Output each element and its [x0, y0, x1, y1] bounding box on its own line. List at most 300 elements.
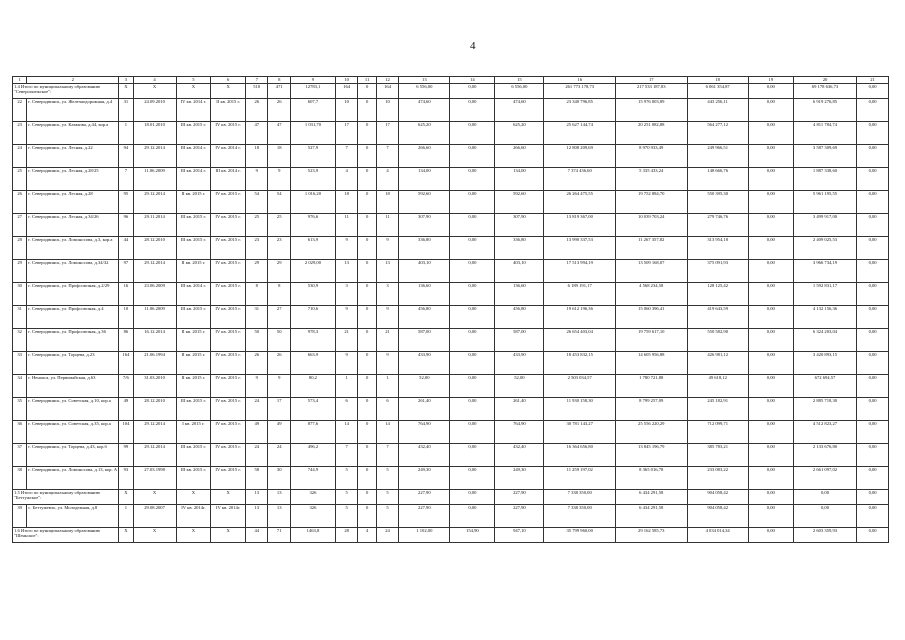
table-cell: 0,00 — [857, 214, 889, 237]
table-row — [13, 214, 889, 237]
table-cell: 6 — [376, 398, 398, 421]
table-cell: 20 251 082,88 — [615, 122, 687, 145]
table-cell: 530,9 — [290, 283, 335, 306]
table-cell: 0,00 — [748, 490, 793, 505]
table-cell: 50 — [268, 329, 290, 352]
table-cell: 1 102,00 — [399, 528, 450, 543]
table-cell: 433,90 — [495, 352, 544, 375]
table-cell: 2 503 034,57 — [544, 375, 616, 398]
table-cell: 13 — [246, 490, 268, 505]
table-cell: 0 — [358, 467, 376, 490]
table-cell: IV кв. 2015 г. — [211, 214, 246, 237]
table-cell: 6 556,00 — [495, 84, 544, 99]
table-cell: 0,00 — [857, 329, 889, 352]
table-cell: X — [176, 84, 211, 99]
table-cell: 25 — [13, 168, 27, 191]
table-cell: 15 060 396,41 — [615, 306, 687, 329]
table-cell: X — [176, 528, 211, 543]
column-number: 15 — [495, 77, 544, 84]
table-cell: 97 — [119, 260, 133, 283]
table-row — [13, 421, 889, 444]
table-cell: II кв. 2015 г. — [211, 99, 246, 122]
table-cell: 12783,1 — [290, 84, 335, 99]
table-cell: 6 556,00 — [399, 84, 450, 99]
table-cell: 0,00 — [857, 398, 889, 421]
table-cell: 164 — [119, 352, 133, 375]
column-number: 7 — [246, 77, 268, 84]
table-cell: 47 — [246, 122, 268, 145]
table-cell: 14 — [376, 421, 398, 444]
table-cell: 0,00 — [450, 490, 495, 505]
table-cell: 0 — [358, 191, 376, 214]
table-cell: 71 — [268, 528, 290, 543]
table-cell: 25 556 220,29 — [615, 421, 687, 444]
address-cell: г. Северодвинск, ул. Советская, д.10, кор.а — [27, 398, 119, 421]
table-cell: 6 189 191,17 — [544, 283, 616, 306]
table-cell: 227,90 — [399, 505, 450, 528]
table-cell: IV кв. 2015 г. — [211, 260, 246, 283]
table-cell: 29 — [13, 260, 27, 283]
table-cell: 29.12.2014 — [133, 191, 176, 214]
table-cell: 1 887 338,60 — [793, 168, 856, 191]
table-cell: 31 — [13, 306, 27, 329]
table-cell: 29 — [268, 260, 290, 283]
address-cell: г. Северодвинск, ул. Лесная, д.28 — [27, 191, 119, 214]
table-cell: 22 — [13, 99, 27, 122]
table-cell: 443 256,11 — [687, 99, 748, 122]
subtotal-label: 1.6 Итого по муниципальному образованию "Шеньское": — [13, 528, 119, 543]
table-cell: 8 365 016,78 — [615, 467, 687, 490]
table-cell: 5 961 195,55 — [793, 191, 856, 214]
column-number: 14 — [450, 77, 495, 84]
column-number: 9 — [290, 77, 335, 84]
table-cell: 5 — [335, 467, 357, 490]
table-cell: X — [119, 490, 133, 505]
table-cell: 11 — [376, 214, 398, 237]
table-cell: 32 — [13, 329, 27, 352]
table-cell: IV кв. 2014г. — [211, 505, 246, 528]
table-cell: 474,60 — [399, 99, 450, 122]
table-cell: 11 930 158,30 — [544, 398, 616, 421]
table-cell: IV кв. 2014 г. — [176, 99, 211, 122]
table-cell: III кв. 2015 г. — [176, 237, 211, 260]
table-cell: 19 612 196,36 — [544, 306, 616, 329]
table-cell: 245 182,91 — [687, 398, 748, 421]
table-cell: 37 — [13, 444, 27, 467]
table-cell: 18 — [246, 145, 268, 168]
table-cell: 164 — [376, 84, 398, 99]
column-number: 18 — [687, 77, 748, 84]
table-cell: 31 — [246, 306, 268, 329]
table-cell: 307,90 — [399, 214, 450, 237]
column-number: 13 — [399, 77, 450, 84]
table-cell: 9 — [335, 306, 357, 329]
table-cell: 279 746,76 — [687, 214, 748, 237]
table-row — [13, 375, 889, 398]
table-cell: 0,00 — [450, 444, 495, 467]
table-cell: IV кв. 2015 г. — [211, 421, 246, 444]
table-cell: 0 — [358, 444, 376, 467]
table-row — [13, 329, 889, 352]
table-cell: 0,00 — [793, 505, 856, 528]
subtotal-row — [13, 528, 889, 543]
table-cell: 904 058,42 — [687, 505, 748, 528]
table-cell: 26 — [268, 352, 290, 375]
table-cell: 3 — [335, 283, 357, 306]
table-cell: X — [133, 528, 176, 543]
table-cell: 86 — [119, 329, 133, 352]
table-cell: 1 031,70 — [290, 122, 335, 145]
table-cell: 326 — [290, 490, 335, 505]
table-cell: 587,00 — [399, 329, 450, 352]
subtotal-row — [13, 84, 889, 99]
subtotal-label: 1.5 Итого по муниципальному образованию "Беттужское": — [13, 490, 119, 505]
table-cell: 11.06.2009 — [133, 168, 176, 191]
table-cell: 154,90 — [450, 528, 495, 543]
table-cell: 510 — [246, 84, 268, 99]
table-cell: 261,40 — [399, 398, 450, 421]
table-cell: 0,00 — [450, 329, 495, 352]
table-cell: 8 — [268, 283, 290, 306]
column-number: 12 — [376, 77, 398, 84]
column-number: 17 — [615, 77, 687, 84]
address-cell: г. Северодвинск, ул. Казакова, д.44, кор.а — [27, 122, 119, 145]
table-cell: 29.11.2014 — [133, 214, 176, 237]
table-cell: IV кв. 2015 г. — [211, 237, 246, 260]
table-cell: 11 — [335, 214, 357, 237]
table-cell: 164 — [335, 84, 357, 99]
table-cell: 80,2 — [290, 375, 335, 398]
table-cell: 17 — [268, 398, 290, 421]
table-cell: III кв. 2014 г. — [211, 168, 246, 191]
table-cell: 0,00 — [857, 99, 889, 122]
table-cell: 0,00 — [748, 214, 793, 237]
table-cell: 0,00 — [450, 99, 495, 122]
table-cell: 28 — [335, 528, 357, 543]
address-cell: г. Северодвинск, ул. Железнодорожная, д.4 — [27, 99, 119, 122]
table-cell: 0,00 — [450, 467, 495, 490]
table-cell: 44 — [246, 528, 268, 543]
table-cell: 527,9 — [290, 145, 335, 168]
table-cell: 0,00 — [450, 122, 495, 145]
table-cell: 30 781 143,27 — [544, 421, 616, 444]
table-cell: 7/6 — [119, 375, 133, 398]
table-cell: 5 — [335, 505, 357, 528]
table-cell: 0,00 — [857, 444, 889, 467]
column-number: 16 — [544, 77, 616, 84]
table-cell: 625,20 — [399, 122, 450, 145]
table-cell: 592,60 — [399, 191, 450, 214]
table-cell: 5 — [335, 490, 357, 505]
table-cell: 0 — [358, 145, 376, 168]
table-cell: 15 976 003,89 — [615, 99, 687, 122]
table-cell: 17 — [335, 122, 357, 145]
table-cell: 0 — [358, 283, 376, 306]
table-cell: 17 — [376, 122, 398, 145]
table-cell: 3 966 734,19 — [793, 260, 856, 283]
table-cell: 307,90 — [495, 214, 544, 237]
table-cell: 6 919 276,85 — [793, 99, 856, 122]
table-cell: 13 509 168,07 — [615, 260, 687, 283]
table-cell: 550 395,30 — [687, 191, 748, 214]
table-cell: 0 — [358, 237, 376, 260]
table-cell: 18 — [335, 191, 357, 214]
table-cell: 21 — [376, 329, 398, 352]
table-cell: 14 605 956,88 — [615, 352, 687, 375]
table-cell: 35 — [13, 398, 27, 421]
table-cell: 49 — [119, 398, 133, 421]
column-number: 1 — [13, 77, 27, 84]
table-cell: IV кв. 2015 г. — [211, 306, 246, 329]
table-cell: 419 643,59 — [687, 306, 748, 329]
table-cell: IV кв. 2015 г. — [211, 444, 246, 467]
table-cell: II кв. 2015 г. — [176, 329, 211, 352]
table-cell: 7 — [335, 145, 357, 168]
table-cell: 4 811 784,74 — [793, 122, 856, 145]
table-cell: 0,00 — [450, 260, 495, 283]
table-cell: 36 — [13, 421, 27, 444]
table-cell: 0,00 — [857, 168, 889, 191]
table-cell: 0,00 — [748, 168, 793, 191]
table-cell: 29 — [246, 260, 268, 283]
table-cell: 38 — [13, 467, 27, 490]
column-number: 11 — [358, 77, 376, 84]
table-cell: 31 — [119, 99, 133, 122]
table-cell: 69 178 636,73 — [793, 84, 856, 99]
table-cell: III кв. 2015 г. — [176, 398, 211, 421]
table-cell: 6 434 291,58 — [615, 490, 687, 505]
table-cell: 0,00 — [857, 352, 889, 375]
table-row — [13, 260, 889, 283]
table-cell: 0,00 — [748, 283, 793, 306]
column-number: 6 — [211, 77, 246, 84]
table-cell: 261 773 178,73 — [544, 84, 616, 99]
table-cell: 9 — [376, 306, 398, 329]
table-cell: 26 654 403,04 — [544, 329, 616, 352]
table-cell: 8 970 933,49 — [615, 145, 687, 168]
table-cell: 19 752 884,70 — [615, 191, 687, 214]
table-cell: 1 016,20 — [290, 191, 335, 214]
table-cell: 23 — [246, 237, 268, 260]
table-cell: 52,00 — [399, 375, 450, 398]
address-cell: г. Северодвинск, ул. Торцева, д.43, кор.б — [27, 444, 119, 467]
table-cell: 613,9 — [290, 237, 335, 260]
table-cell: 2 133 676,80 — [793, 444, 856, 467]
table-cell: 27 — [268, 306, 290, 329]
table-cell: 433,90 — [399, 352, 450, 375]
column-number: 10 — [335, 77, 357, 84]
table-cell: X — [176, 490, 211, 505]
table-cell: 31.03.2010 — [133, 375, 176, 398]
table-cell: 1463,8 — [290, 528, 335, 543]
table-cell: 0,00 — [450, 421, 495, 444]
table-cell: 336,80 — [495, 237, 544, 260]
table-cell: 0 — [358, 329, 376, 352]
table-cell: 2 885 718,30 — [793, 398, 856, 421]
table-cell: III кв. 2015 г. — [176, 306, 211, 329]
table-cell: 26 — [13, 191, 27, 214]
table-cell: 1 — [335, 375, 357, 398]
table-cell: 456,80 — [495, 306, 544, 329]
table-cell: 0 — [358, 168, 376, 191]
column-number: 8 — [268, 77, 290, 84]
address-cell: г. Северодвинск, ул. Лесная, д.28/25 — [27, 168, 119, 191]
table-cell: 18 — [268, 145, 290, 168]
table-cell: 0,00 — [748, 467, 793, 490]
table-cell: III кв. 2014 г. — [176, 283, 211, 306]
table-cell: 54 — [246, 191, 268, 214]
table-cell: 0,00 — [857, 283, 889, 306]
table-cell: 0,00 — [450, 145, 495, 168]
table-cell: 0,00 — [857, 375, 889, 398]
table-cell: 0,00 — [450, 283, 495, 306]
table-cell: 3 — [376, 283, 398, 306]
table-cell: 592,60 — [495, 191, 544, 214]
table-row — [13, 168, 889, 191]
table-cell: 23.06.2009 — [133, 283, 176, 306]
table-cell: 672 694,57 — [793, 375, 856, 398]
table-cell: 3 420 893,15 — [793, 352, 856, 375]
table-cell: X — [211, 528, 246, 543]
table-row — [13, 145, 889, 168]
table-row — [13, 99, 889, 122]
table-cell: 10 — [335, 99, 357, 122]
table-cell: 99 — [119, 444, 133, 467]
table-cell: 0,00 — [857, 528, 889, 543]
table-cell: 0,00 — [748, 122, 793, 145]
table-cell: 1 — [119, 505, 133, 528]
table-cell: 0,00 — [857, 467, 889, 490]
table-cell: 0,00 — [450, 168, 495, 191]
table-cell: 29.12.2014 — [133, 421, 176, 444]
table-cell: 266,60 — [495, 145, 544, 168]
table-cell: X — [119, 528, 133, 543]
table-cell: 0 — [358, 214, 376, 237]
table-cell: 11 267 357,82 — [615, 237, 687, 260]
table-cell: IV кв. 2015 г. — [211, 122, 246, 145]
table-cell: 523,9 — [290, 168, 335, 191]
table-cell: 496,2 — [290, 444, 335, 467]
table-cell: 13 819 367,00 — [544, 214, 616, 237]
table-cell: 712 099,71 — [687, 421, 748, 444]
table-cell: II кв. 2015 г. — [176, 191, 211, 214]
table-cell: 313 954,18 — [687, 237, 748, 260]
table-cell: 33 — [13, 352, 27, 375]
address-cell: с. Беттужевло, ул. Молодежная, д.8 — [27, 505, 119, 528]
table-cell: X — [133, 490, 176, 505]
table-cell: 13 — [335, 260, 357, 283]
table-cell: 24 — [268, 444, 290, 467]
table-cell: 663,9 — [290, 352, 335, 375]
table-cell: 0 — [358, 490, 376, 505]
table-cell: 426 981,12 — [687, 352, 748, 375]
register-table — [12, 76, 889, 543]
table-cell: 0,00 — [793, 490, 856, 505]
address-cell: г. Северодвинск, ул. Ломоносова, д.34/32 — [27, 260, 119, 283]
table-cell: 947,10 — [495, 528, 544, 543]
table-cell: 7 — [335, 444, 357, 467]
table-cell: 233 083,22 — [687, 467, 748, 490]
table-cell: IV кв. 2015 г. — [211, 375, 246, 398]
table-cell: 5 — [376, 490, 398, 505]
table-cell: IV кв. 2014 г. — [211, 145, 246, 168]
table-cell: 5 335 433,24 — [615, 168, 687, 191]
table-cell: 128 125,42 — [687, 283, 748, 306]
table-cell: 0,00 — [748, 84, 793, 99]
table-cell: IV кв. 2015 г. — [211, 283, 246, 306]
table-cell: 24 — [376, 528, 398, 543]
table-cell: 9 — [246, 375, 268, 398]
table-cell: 25 — [246, 214, 268, 237]
table-cell: 0,00 — [748, 191, 793, 214]
table-cell: 6 — [335, 398, 357, 421]
table-cell: 0,00 — [748, 329, 793, 352]
table-cell: 0,00 — [748, 352, 793, 375]
address-cell: г. Северодвинск, ул. Лесная, д.34/26 — [27, 214, 119, 237]
table-cell: 0 — [358, 306, 376, 329]
table-cell: 7 — [376, 444, 398, 467]
table-cell: 0 — [358, 352, 376, 375]
table-cell: 0,00 — [748, 528, 793, 543]
table-cell: 0 — [358, 398, 376, 421]
table-cell: 49 — [268, 421, 290, 444]
address-cell: г. Северодвинск, ул. Советская, д.35, кор.а — [27, 421, 119, 444]
table-cell: 0,00 — [857, 306, 889, 329]
table-cell: 9 — [335, 352, 357, 375]
table-cell: 0,00 — [450, 398, 495, 421]
table-cell: 978,3 — [290, 329, 335, 352]
table-cell: 28 — [13, 237, 27, 260]
table-cell: 0,00 — [748, 505, 793, 528]
table-cell: 7 374 436,60 — [544, 168, 616, 191]
table-cell: 96 — [119, 214, 133, 237]
table-cell: 10 — [119, 306, 133, 329]
table-cell: 9 — [335, 237, 357, 260]
table-cell: 6 061 354,87 — [687, 84, 748, 99]
table-cell: 1 592 831,17 — [793, 283, 856, 306]
table-cell: 0 — [358, 122, 376, 145]
table-cell: 471 — [268, 84, 290, 99]
table-cell: 29.12.2014 — [133, 260, 176, 283]
table-row — [13, 122, 889, 145]
table-cell: 227,90 — [495, 505, 544, 528]
table-cell: 26 — [246, 352, 268, 375]
table-cell: 0,00 — [857, 505, 889, 528]
table-cell: II кв. 2015 г. — [176, 375, 211, 398]
table-cell: 403,10 — [495, 260, 544, 283]
table-row — [13, 467, 889, 490]
table-cell: 27.03.1998 — [133, 467, 176, 490]
table-row — [13, 283, 889, 306]
table-cell: 877,6 — [290, 421, 335, 444]
column-number: 19 — [748, 77, 793, 84]
table-cell: 8 799 257,09 — [615, 398, 687, 421]
table-cell: 2 603 359,93 — [793, 528, 856, 543]
table-cell: 16.12.2014 — [133, 329, 176, 352]
table-cell: III кв. 2014 г. — [176, 168, 211, 191]
table-cell: 13 — [376, 260, 398, 283]
table-cell: IV кв. 2015 г. — [211, 467, 246, 490]
table-cell: 136,60 — [399, 283, 450, 306]
table-cell: 744,9 — [290, 467, 335, 490]
table-cell: 11.06.2009 — [133, 306, 176, 329]
address-cell: г. Северодвинск, ул. Профсоюзная, д.2/29 — [27, 283, 119, 306]
table-cell: 1 — [376, 375, 398, 398]
table-cell: 25 — [268, 214, 290, 237]
table-cell: X — [119, 84, 133, 99]
table-cell: 134,00 — [399, 168, 450, 191]
table-cell: 336,80 — [399, 237, 450, 260]
